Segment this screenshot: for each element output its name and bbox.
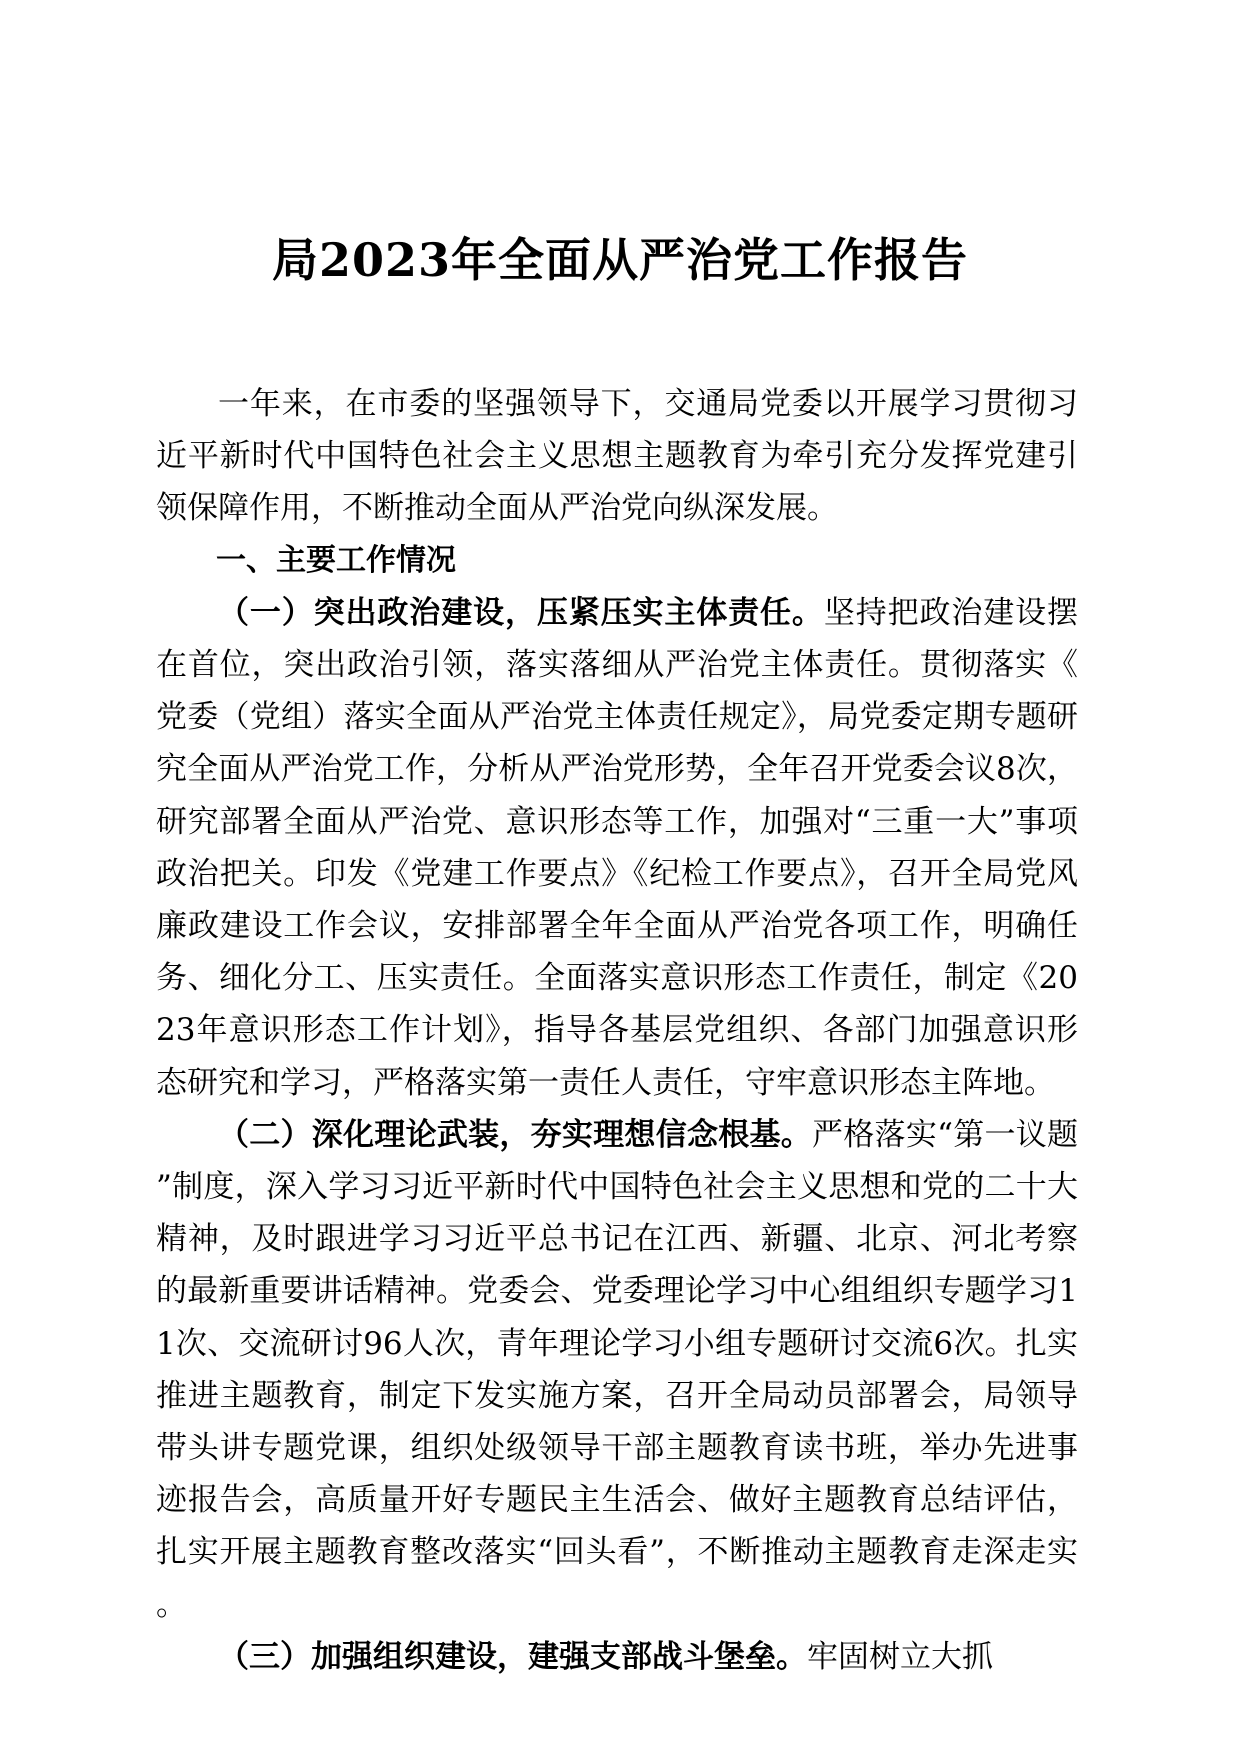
paragraph-item-3: [156, 1631, 1078, 1683]
paragraph-item-2: [156, 1109, 1078, 1631]
item-3-heading: （三）加强组织建设，建强支部战斗堡垒。: [218, 1638, 807, 1675]
item-2-heading: （二）深化理论武装，夯实理想信念根基。: [218, 1116, 813, 1153]
intro-paragraph: 一年来，在市委的坚强领导下，交通局党委以开展学习贯彻习近平新时代中国特色社会主义思想主题教育为牵引充分发挥党建引领保障作用，不断推动全面从严治党向纵深发展。: [156, 386, 1078, 527]
item-1-text: 坚持把政治建设摆在首位，突出政治引领，落实落细从严治党主体责任。贯彻落实《党委（党组）落实全面从严治党主体责任规定》，局党委定期专题研究全面从严治党工作，分析从严治党形势，全年召开党委会议8次，研究部署全面从严治党、意识形态等工作，加强对“三重一大”事项政治把关。印发《党建工作要点》《纪检工作要点》，召开全局党风廉政建设工作会议，安排部署全年全面从严治党各项工作，明确任务、细化分工、压实责任。全面落实意识形态工作责任，制定《2023年意识形态工作计划》，指导各基层党组织、各部门加强意识形态研究和学习，严格落实第一责任人责任，守牢意识形态主阵地。: [156, 594, 1079, 1101]
item-3-text: 牢固树立大抓: [807, 1638, 993, 1675]
section-heading-main-work: 一、主要工作情况: [216, 542, 456, 578]
item-2-text: 严格落实“第一议题”制度，深入学习习近平新时代中国特色社会主义思想和党的二十大精神，及时跟进学习习近平总书记在江西、新疆、北京、河北考察的最新重要讲话精神。党委会、党委理论学习中心组组织专题学习11次、交流研讨96人次，青年理论学习小组专题研讨交流6次。扎实推进主题教育，制定下发实施方案，召开全局动员部署会，局领导带头讲专题党课，组织处级领导干部主题教育读书班，举办先进事迹报告会，高质量开好专题民主生活会、做好主题教育总结评估，扎实开展主题教育整改落实“回头看”，不断推动主题教育走深走实。: [156, 1116, 1078, 1623]
paragraph-item-1: [156, 587, 1078, 1109]
document-title: 局2023年全面从严治党工作报告: [271, 233, 969, 287]
item-1-heading: （一）突出政治建设，压紧压实主体责任。: [218, 594, 824, 631]
document-body: [156, 378, 1078, 1683]
